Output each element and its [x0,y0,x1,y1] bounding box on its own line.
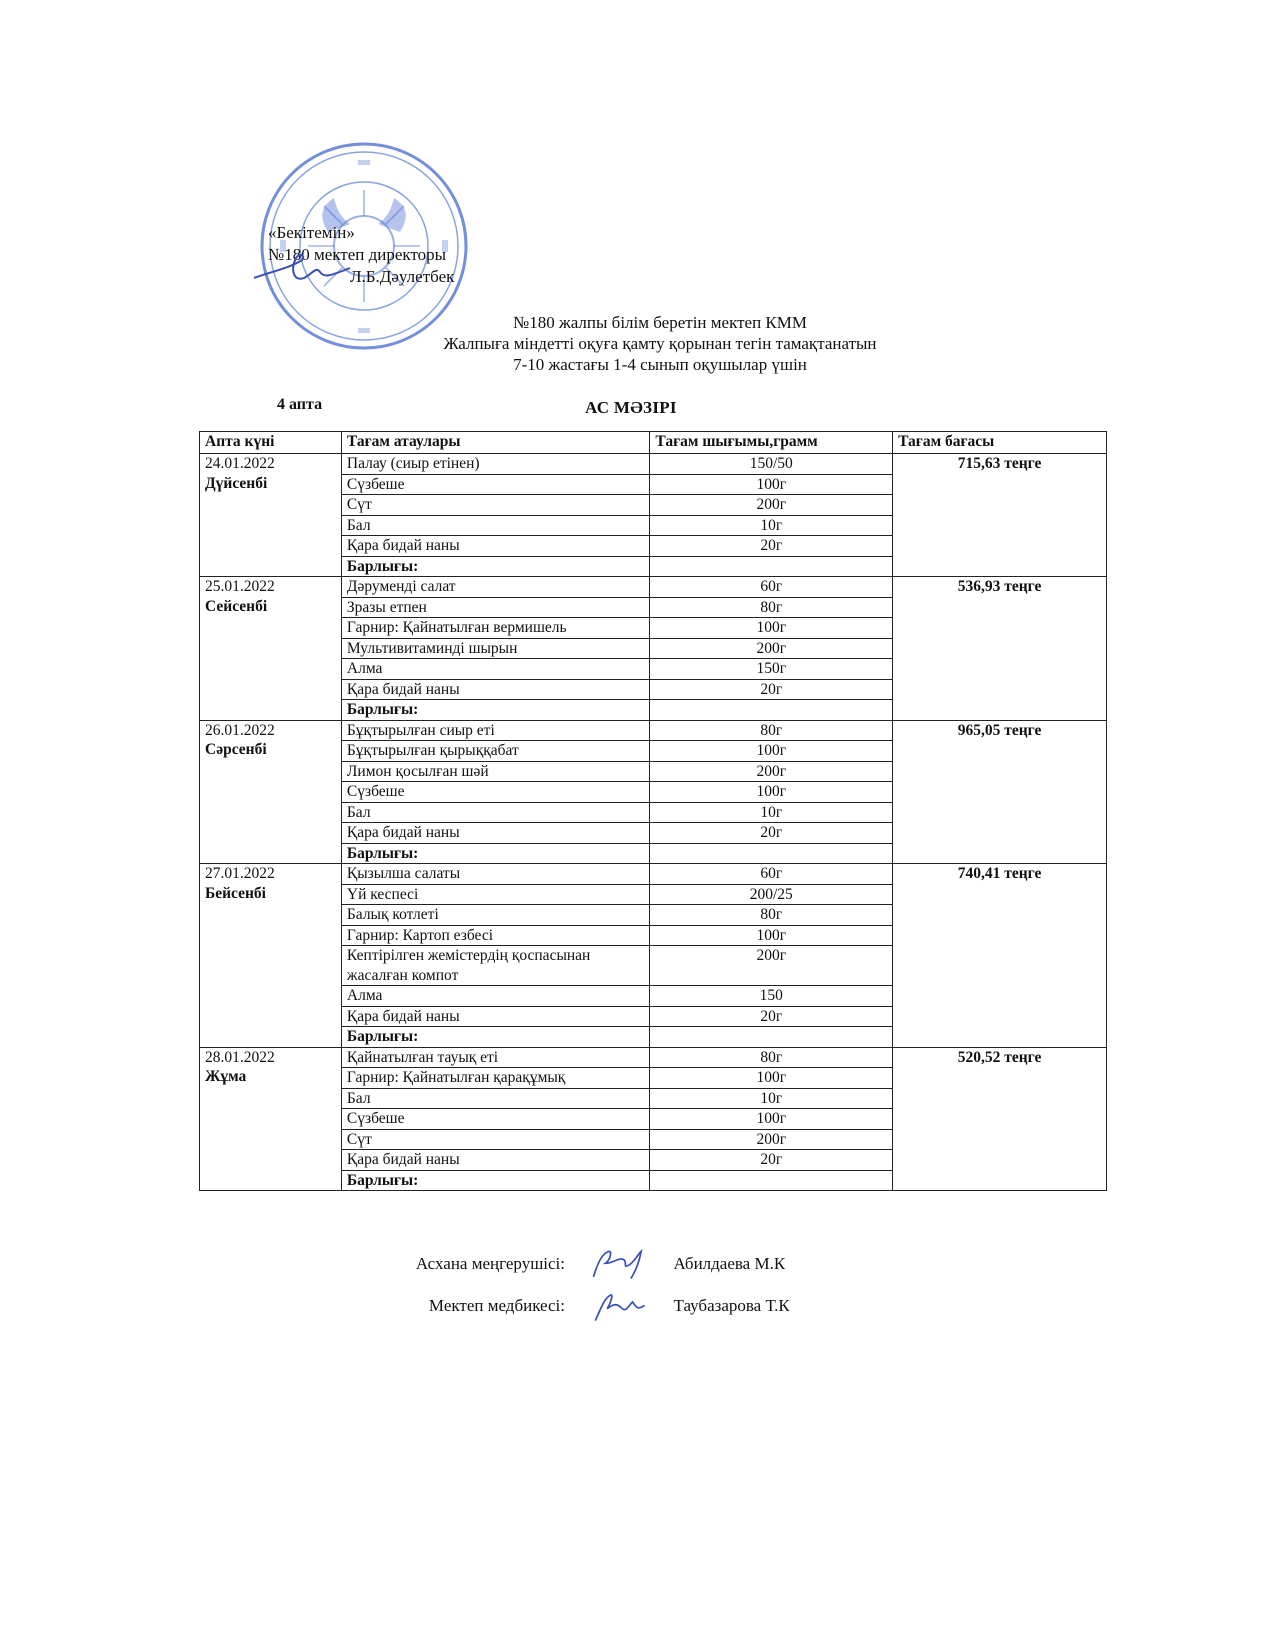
dish-yield: 80г [650,720,893,741]
dish-yield: 20г [650,823,893,844]
total-label: Барлығы: [341,1027,650,1048]
dish-name: Сүзбеше [341,1109,650,1130]
day-date: 27.01.2022 [205,865,275,882]
dish-name: Лимон қосылған шәй [341,761,650,782]
dish-yield: 80г [650,597,893,618]
dish-name: Қызылша салаты [341,864,650,885]
day-price: 520,52 теңге [893,1047,1107,1191]
total-value-empty [650,843,893,864]
header-line-1: №180 жалпы білім беретін мектеп КММ [513,313,807,332]
dish-name: Балық котлеті [341,905,650,926]
document-header [380,312,940,375]
dish-yield: 150/50 [650,454,893,475]
dish-name: Алма [341,659,650,680]
dish-name: Сүзбеше [341,782,650,803]
day-cell [200,720,342,864]
dish-name: Мультивитаминді шырын [341,638,650,659]
dish-yield: 150 [650,986,893,1007]
header-line-3: 7-10 жастағы 1-4 сынып оқушылар үшін [513,355,807,374]
day-cell [200,454,342,577]
signature-row-nurse [405,1290,790,1324]
dish-yield: 20г [650,679,893,700]
table-row [200,720,1107,741]
total-value-empty [650,556,893,577]
table-row [200,577,1107,598]
dish-yield: 10г [650,515,893,536]
signature-role: Асхана меңгерушісі: [415,1253,565,1273]
day-weekday: Дүйсенбі [205,474,268,492]
dish-yield: 100г [650,474,893,495]
signature-row-canteen [405,1248,785,1282]
day-price: 536,93 теңге [893,577,1107,721]
dish-name: Бал [341,802,650,823]
day-price: 740,41 теңге [893,864,1107,1048]
dish-yield: 100г [650,782,893,803]
total-label: Барлығы: [341,843,650,864]
dish-yield: 10г [650,802,893,823]
table-row [200,1047,1107,1068]
dish-yield: 200г [650,946,893,986]
dish-name: Бұқтырылған сиыр еті [341,720,650,741]
dish-name: Сүт [341,1129,650,1150]
canteen-head-signature [579,1248,659,1282]
dish-name: Қара бидай наны [341,1006,650,1027]
director-name: Л.Б.Дәулетбек [350,267,455,286]
total-label: Барлығы: [341,556,650,577]
total-value-empty [650,1170,893,1191]
dish-yield: 150г [650,659,893,680]
dish-yield: 20г [650,536,893,557]
day-date: 24.01.2022 [205,455,275,472]
dish-name: Гарнир: Картоп езбесі [341,925,650,946]
column-header-price: Тағам бағасы [893,432,1107,454]
table-header-row [200,432,1107,454]
signature-person: Таубазарова Т.К [673,1295,790,1315]
dish-yield: 10г [650,1088,893,1109]
dish-yield: 20г [650,1006,893,1027]
dish-name: Қара бидай наны [341,1150,650,1171]
dish-yield: 200г [650,638,893,659]
day-date: 25.01.2022 [205,578,275,595]
dish-name: Сүт [341,495,650,516]
day-weekday: Бейсенбі [205,884,266,902]
dish-name: Зразы етпен [341,597,650,618]
dish-yield: 60г [650,577,893,598]
total-value-empty [650,700,893,721]
menu-table [199,431,1107,1191]
header-line-2: Жалпыға міндетті оқуға қамту қорынан тегін тамақтанатын [443,334,877,353]
column-header-dish: Тағам атаулары [341,432,650,454]
total-label: Барлығы: [341,1170,650,1191]
day-date: 26.01.2022 [205,721,275,739]
dish-yield: 80г [650,1047,893,1068]
day-cell [200,577,342,721]
dish-name: Кептірілген жемістердің қоспасынан жасалған компот [341,946,650,986]
approval-block [268,222,454,288]
signature-role: Мектеп медбикесі: [428,1295,565,1315]
dish-name: Үй кеспесі [341,884,650,905]
dish-yield: 20г [650,1150,893,1171]
dish-name: Бал [341,515,650,536]
total-value-empty [650,1027,893,1048]
dish-yield: 100г [650,618,893,639]
day-weekday: Сейсенбі [205,597,268,615]
dish-name: Дәруменді салат [341,577,650,598]
day-weekday: Жұма [205,1068,247,1085]
dish-yield: 100г [650,741,893,762]
total-label: Барлығы: [341,700,650,721]
dish-yield: 200г [650,761,893,782]
dish-yield: 100г [650,1109,893,1130]
dish-yield: 80г [650,905,893,926]
day-weekday: Сәрсенбі [205,741,267,758]
table-row [200,454,1107,475]
dish-name: Бұқтырылған қырыққабат [341,741,650,762]
table-row [200,864,1107,885]
dish-name: Сүзбеше [341,474,650,495]
dish-yield: 60г [650,864,893,885]
dish-name: Қара бидай наны [341,536,650,557]
column-header-yield: Тағам шығымы,грамм [650,432,893,454]
director-position: №180 мектеп директоры [268,245,447,264]
dish-name: Гарнир: Қайнатылған қарақұмық [341,1068,650,1089]
dish-yield: 100г [650,925,893,946]
dish-name: Бал [341,1088,650,1109]
menu-title: АС МӘЗІРІ [585,398,677,417]
dish-yield: 200/25 [650,884,893,905]
dish-name: Қара бидай наны [341,679,650,700]
dish-name: Қайнатылған тауық еті [341,1047,650,1068]
dish-yield: 200г [650,495,893,516]
day-cell [200,1047,342,1191]
dish-yield: 100г [650,1068,893,1089]
dish-name: Қара бидай наны [341,823,650,844]
dish-name: Алма [341,986,650,1007]
dish-name: Палау (сиыр етінен) [341,454,650,475]
approval-label: «Бекітемін» [268,223,355,242]
dish-name: Гарнир: Қайнатылған вермишель [341,618,650,639]
nurse-signature [579,1290,659,1324]
menu-table-body [200,454,1107,1191]
day-price: 965,05 теңге [893,720,1107,864]
director-signature [250,248,360,288]
day-date: 28.01.2022 [205,1048,275,1066]
week-label: 4 апта [277,396,323,413]
signature-person: Абилдаева М.К [673,1253,786,1273]
day-cell [200,864,342,1048]
dish-yield: 200г [650,1129,893,1150]
column-header-day: Апта күні [200,432,342,454]
day-price: 715,63 теңге [893,454,1107,577]
